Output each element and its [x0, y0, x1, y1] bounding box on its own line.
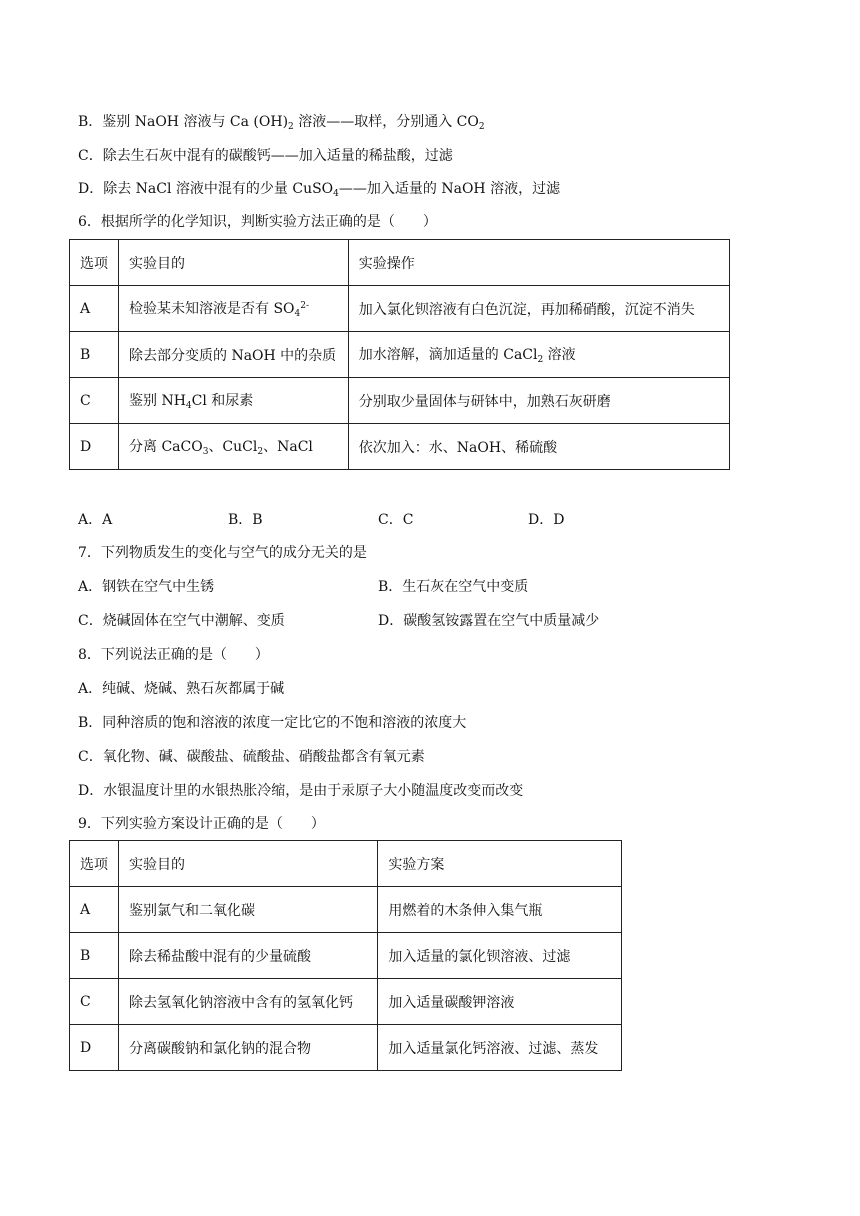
operation-cell: 分别取少量固体与研钵中，加熟石灰研磨 — [348, 378, 729, 424]
q7-choice-c: C．烧碱固体在空气中潮解、变质 — [78, 613, 285, 629]
q6-choice-b: B．B — [228, 512, 263, 528]
text-part: 溶液 — [543, 347, 576, 363]
q6-choice-c: C．C — [378, 512, 414, 528]
text-part: 加水溶解，滴加适量的 CaCl — [358, 347, 538, 363]
plan-cell: 加入适量碳酸钾溶液 — [378, 979, 622, 1025]
table-row — [70, 887, 622, 933]
q6-choice-d: D．D — [528, 512, 565, 528]
q8-choice-a: A．纯碱、烧碱、熟石灰都属于碱 — [78, 681, 285, 697]
superscript: 2- — [300, 301, 310, 311]
plan-cell: 加入适量氯化钙溶液、过滤、蒸发 — [378, 1025, 622, 1071]
option-cell: A — [70, 887, 119, 933]
q5-option-d — [78, 179, 560, 204]
option-cell: C — [70, 378, 119, 424]
q7-choice-b: B．生石灰在空气中变质 — [378, 579, 529, 595]
table-header-row — [70, 841, 622, 887]
table-row — [70, 378, 730, 424]
subscript: 2 — [478, 122, 485, 132]
table-row — [70, 286, 730, 332]
q5-option-c: C．除去生石灰中混有的碳酸钙——加入适量的稀盐酸，过滤 — [78, 148, 453, 164]
table-row — [70, 1025, 622, 1071]
q9-stem: 9．下列实验方案设计正确的是（ ） — [78, 816, 325, 832]
q5-option-b — [78, 112, 485, 137]
table-row — [70, 332, 730, 378]
q7-choice-a: A．钢铁在空气中生锈 — [78, 579, 215, 595]
purpose-cell — [119, 286, 349, 332]
q9-table — [69, 840, 622, 1071]
header-cell: 实验目的 — [119, 240, 349, 286]
option-cell: D — [70, 1025, 119, 1071]
option-cell: A — [70, 286, 119, 332]
text-part: Cl 和尿素 — [191, 393, 254, 409]
q7-stem: 7．下列物质发生的变化与空气的成分无关的是 — [78, 545, 367, 561]
text-part: 分离 CaCO — [129, 439, 203, 455]
subscript: 2 — [257, 447, 264, 457]
q6-stem: 6．根据所学的化学知识，判断实验方法正确的是（ ） — [78, 214, 437, 230]
option-cell: D — [70, 424, 119, 470]
q8-choice-d: D．水银温度计里的水银热胀冷缩，是由于汞原子大小随温度改变而改变 — [78, 783, 524, 799]
header-cell: 实验方案 — [378, 841, 622, 887]
q6-table — [69, 239, 730, 470]
header-cell: 选项 — [70, 841, 119, 887]
option-cell: B — [70, 332, 119, 378]
header-cell: 选项 — [70, 240, 119, 286]
q7-choice-d: D．碳酸氢铵露置在空气中质量减少 — [378, 613, 600, 629]
purpose-cell: 除去氢氧化钠溶液中含有的氢氧化钙 — [119, 979, 378, 1025]
header-cell: 实验操作 — [348, 240, 729, 286]
header-cell: 实验目的 — [119, 841, 378, 887]
text-part: B．鉴别 NaOH 溶液与 Ca (OH) — [78, 114, 289, 130]
text-part: 鉴别 NH — [129, 393, 186, 409]
text-part: D．除去 NaCl 溶液中混有的少量 CuSO — [78, 181, 334, 197]
plan-cell: 加入适量的氯化钡溶液、过滤 — [378, 933, 622, 979]
operation-cell — [348, 332, 729, 378]
subscript: 2 — [537, 355, 544, 365]
option-cell: B — [70, 933, 119, 979]
text-part: 、NaCl — [263, 439, 313, 455]
subscript: 4 — [185, 401, 192, 411]
plan-cell: 用燃着的木条伸入集气瓶 — [378, 887, 622, 933]
text-part: 、CuCl — [208, 439, 258, 455]
text-part: 检验某未知溶液是否有 SO — [129, 301, 295, 317]
operation-cell: 加入氯化钡溶液有白色沉淀，再加稀硝酸，沉淀不消失 — [348, 286, 729, 332]
subscript: 3 — [202, 447, 209, 457]
text-part: ——加入适量的 NaOH 溶液，过滤 — [338, 181, 561, 197]
table-row — [70, 424, 730, 470]
table-row — [70, 933, 622, 979]
option-cell: C — [70, 979, 119, 1025]
purpose-cell — [119, 378, 349, 424]
purpose-cell: 除去稀盐酸中混有的少量硫酸 — [119, 933, 378, 979]
q6-choice-a: A．A — [78, 512, 113, 528]
purpose-cell: 鉴别氯气和二氧化碳 — [119, 887, 378, 933]
purpose-cell — [119, 424, 349, 470]
subscript: 2 — [288, 122, 294, 132]
text-part: 溶液——取样，分别通入 CO — [293, 114, 479, 130]
q8-choice-b: B．同种溶质的饱和溶液的浓度一定比它的不饱和溶液的浓度大 — [78, 715, 467, 731]
subscript: 4 — [294, 309, 301, 319]
purpose-cell: 分离碳酸钠和氯化钠的混合物 — [119, 1025, 378, 1071]
subscript: 4 — [333, 189, 339, 199]
operation-cell: 依次加入：水、NaOH、稀硫酸 — [348, 424, 729, 470]
purpose-cell: 除去部分变质的 NaOH 中的杂质 — [119, 332, 349, 378]
q8-stem: 8．下列说法正确的是（ ） — [78, 647, 269, 663]
table-row — [70, 979, 622, 1025]
table-header-row — [70, 240, 730, 286]
q8-choice-c: C．氧化物、碱、碳酸盐、硫酸盐、硝酸盐都含有氧元素 — [78, 749, 425, 765]
